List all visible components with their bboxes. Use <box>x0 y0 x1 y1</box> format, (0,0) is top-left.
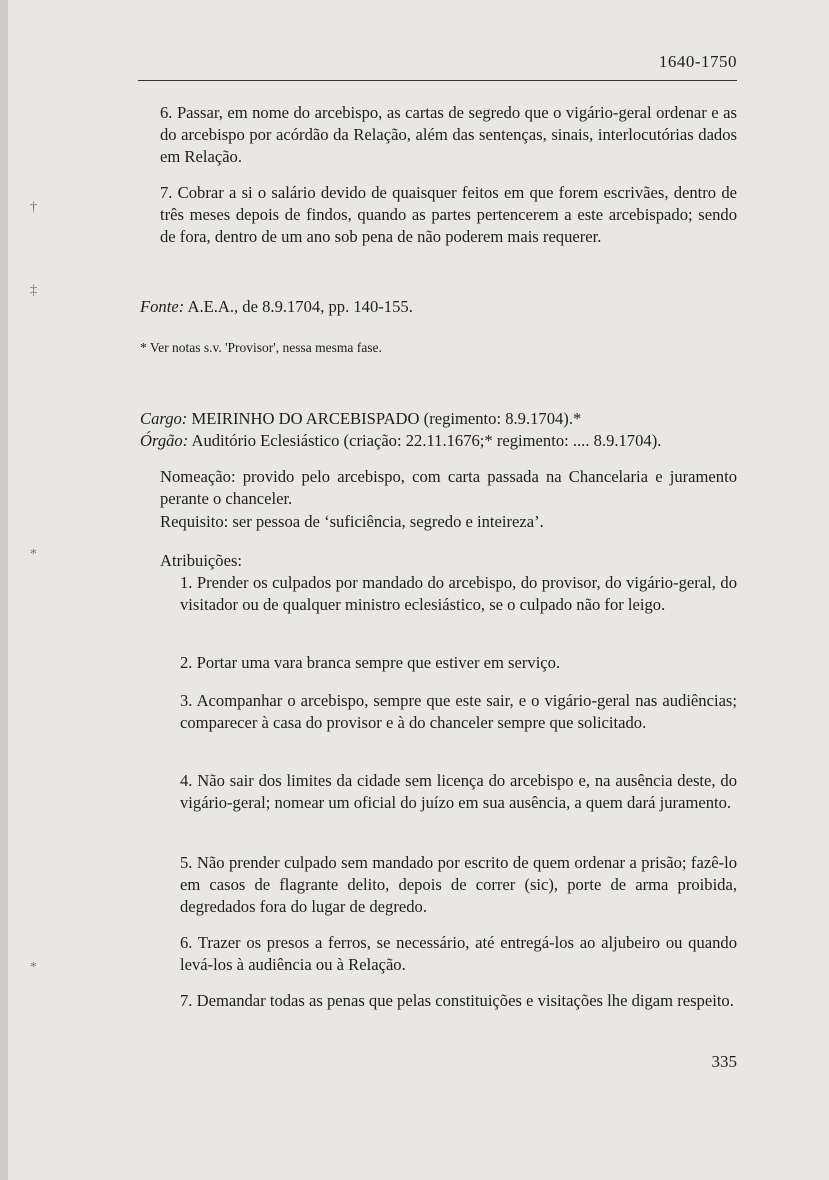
margin-mark: * <box>30 547 37 562</box>
item-7: 7. Cobrar a si o salário devido de quaisquer feitos em que forem escrivães, dentro de três meses depois de findos, quando as partes pertencerem a este arcebispado; sendo de fora, dentro de um ano sob pena de não poderem mais requerer. <box>160 183 737 246</box>
footnote: * Ver notas s.v. 'Provisor', nessa mesma fase. <box>140 340 382 355</box>
source-label: Fonte: <box>140 297 185 316</box>
running-head: 1640-1750 <box>658 52 737 71</box>
cargo-text: MEIRINHO DO ARCEBISPADO (regimento: 8.9.1704).* <box>187 409 582 428</box>
cargo-label: Cargo: <box>140 409 188 428</box>
atribuicoes-title: Atribuições: <box>160 551 243 570</box>
margin-mark: † <box>30 200 37 215</box>
page-edge <box>0 0 8 1180</box>
margin-mark: * <box>30 960 37 975</box>
atribuicao-4: 4. Não sair dos limites da cidade sem licença do arcebispo e, na ausência deste, do vigário-geral; nomear um oficial do juízo em sua ausência, a quem dará juramento. <box>180 771 737 812</box>
orgao-text: Auditório Eclesiástico (criação: 22.11.1676;* regimento: .... 8.9.1704). <box>188 431 662 450</box>
requisito: Requisito: ser pessoa de ‘suficiência, segredo e inteireza’. <box>160 512 544 531</box>
atribuicao-5: 5. Não prender culpado sem mandado por escrito de quem ordenar a prisão; fazê-lo em casos de flagrante delito, depois de correr (sic), porte de arma proibida, degredados fora do lugar de degredo. <box>180 853 737 916</box>
nomeacao: Nomeação: provido pelo arcebispo, com carta passada na Chancelaria e juramento perante o chanceler. <box>160 467 737 508</box>
orgao-label: Órgão: <box>140 431 189 450</box>
atribuicao-6: 6. Trazer os presos a ferros, se necessário, até entregá-los ao aljubeiro ou quando levá-los à audiência ou à Relação. <box>180 933 737 974</box>
source-line <box>140 296 737 318</box>
item-6: 6. Passar, em nome do arcebispo, as cartas de segredo que o vigário-geral ordenar e as do arcebispo por acórdão da Relação, além das sentenças, sinais, interlocutórias dados em Relação. <box>160 103 737 166</box>
atribuicao-3: 3. Acompanhar o arcebispo, sempre que este sair, e o vigário-geral nas audiências; comparecer à casa do provisor e à do chanceler sempre que solicitado. <box>180 691 737 732</box>
atribuicao-2: 2. Portar uma vara branca sempre que estiver em serviço. <box>180 653 561 672</box>
header-rule <box>138 80 737 81</box>
source-text: A.E.A., de 8.9.1704, pp. 140-155. <box>184 297 413 316</box>
margin-mark: ‡ <box>30 283 37 298</box>
atribuicao-1: 1. Prender os culpados por mandado do arcebispo, do provisor, do vigário-geral, do visitador ou de qualquer ministro eclesiástico, se o culpado não for leigo. <box>180 573 737 614</box>
orgao-line <box>140 430 737 452</box>
cargo-line <box>140 408 737 430</box>
atribuicao-7: 7. Demandar todas as penas que pelas constituições e visitações lhe digam respeito. <box>180 991 734 1010</box>
page-number: 335 <box>711 1052 737 1071</box>
